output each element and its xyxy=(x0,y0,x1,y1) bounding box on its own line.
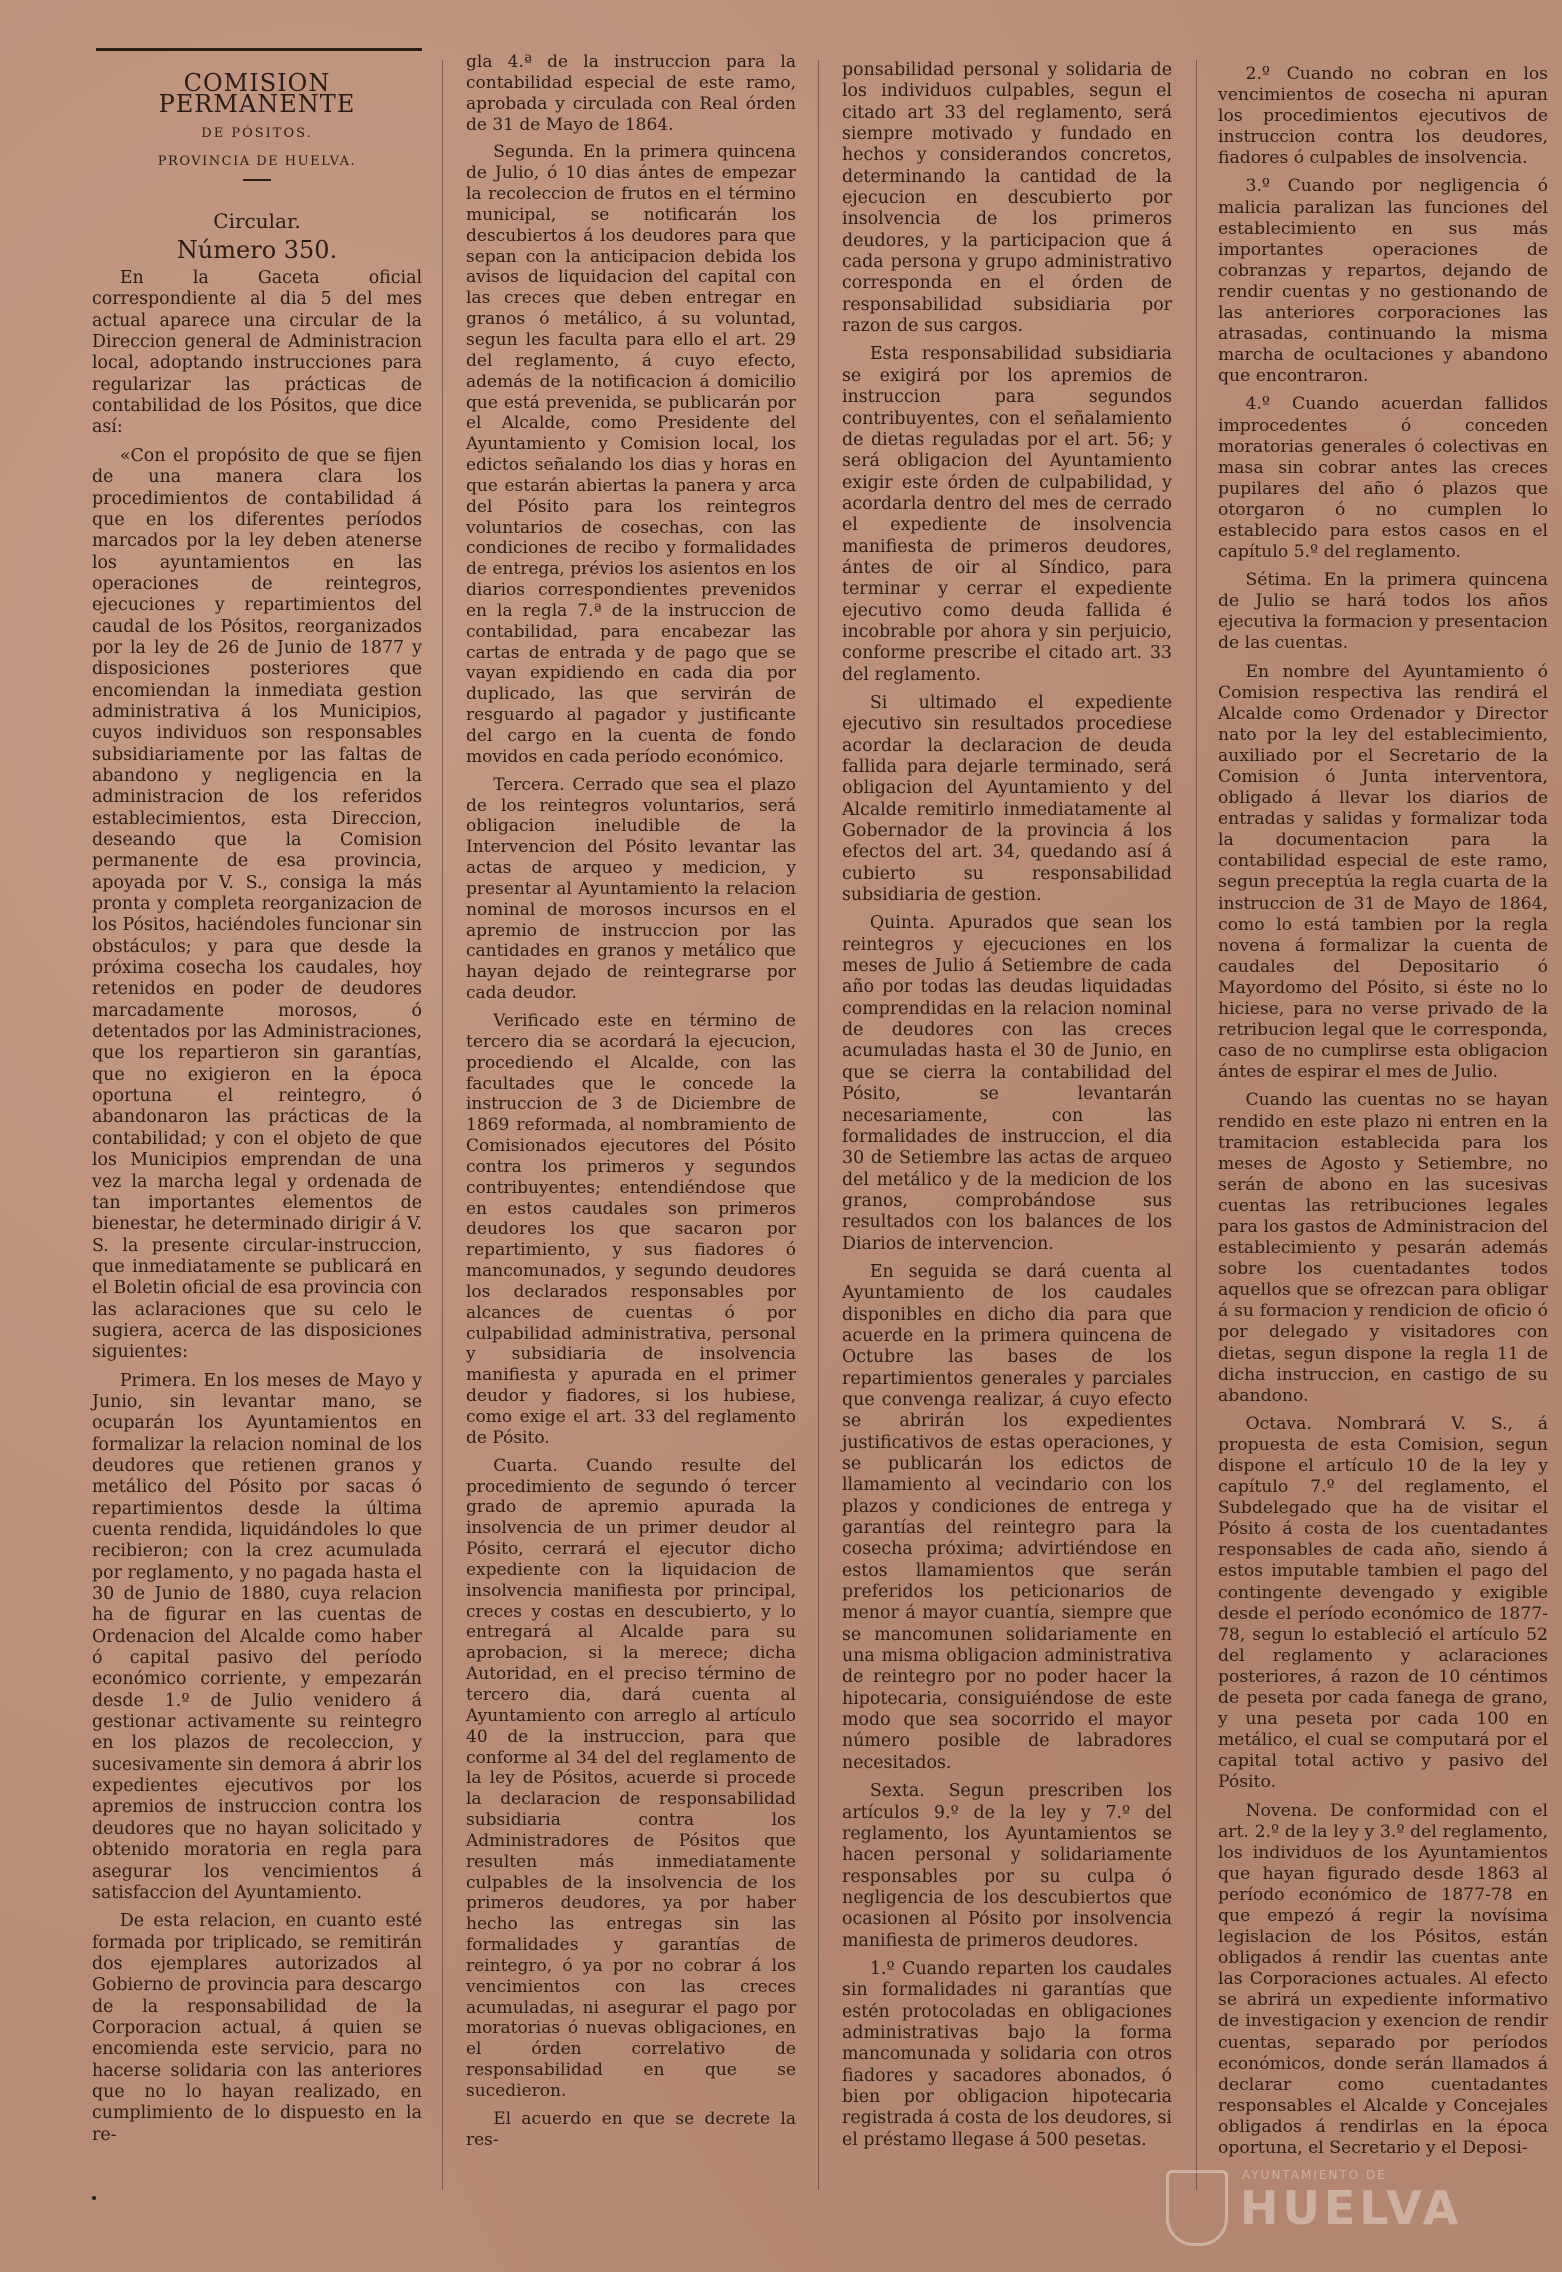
column-1 xyxy=(92,48,422,2153)
paragraph: Octava. Nombrará V. S., á propuesta de esta Comision, segun dispone el artículo 10 de la ley y capítulo 7.º del reglamento, el Subdelegado que ha de visitar el Pósito á costa de los cuentadantes responsables de cada año, siendo á estos imputable tambien el pago del contingente devengado y exigible desde el período económico de 1877-78, segun lo estableció el artículo 52 del reglamento y aclaraciones posteriores, á razon de 10 céntimos de peseta por cada fanega de grano, y una peseta por cada 100 en metálico, el cual se computará por el capital total activo y pasivo del Pósito. xyxy=(1218,1413,1548,1793)
page-mark xyxy=(92,2196,96,2200)
paragraph: Segunda. En la primera quincena de Julio, ó 10 dias ántes de empezar la recoleccion de frutos en el término municipal, se notificarán los descubiertos á los deudores para que sepan con la anticipacion debida los avisos de liquidacion del capital con las creces que deben entregar en granos ó metálico, á su voluntad, segun les faculta para ello el art. 29 del reglamento, á cuyo efecto, además de la notificacion á domicilio que está prevenida, se publicarán por el Alcalde, como Presidente del Ayuntamiento y Comision local, los edictos señalando los dias y horas en que estarán abiertas la panera y arca del Pósito para los reintegros voluntarios de cosechas, con las condiciones de recibo y formalidades de entrega, prévios los asientos en los diarios correspondientes prevenidos en la regla 7.ª de la instruccion de contabilidad, para encabezar las cartas de entrada y de pago que se vayan expidiendo en cada dia por duplicado, las que servirán de resguardo al pagador y justificante del cargo en la cuenta de fondo movidos en cada período económico. xyxy=(466,142,796,767)
paragraph: 2.º Cuando no cobran en los vencimientos de cosecha ni apuran los procedimientos ejecutivos de instruccion contra los deudores, fiadores ó culpables de insolvencia. xyxy=(1218,64,1548,169)
paragraph: ponsabilidad personal y solidaria de los individuos culpables, segun el citado art 33 del reglamento, será siempre motivado y fundado en hechos y considerandos concretos, determinando la cantidad de la ejecucion en descubierto por insolvencia de los primeros deudores, y la participacion que á cada persona y grupo administrativo corresponda en el órden de responsabilidad subsidiaria por razon de sus cargos. xyxy=(842,60,1172,337)
paragraph: Si ultimado el expediente ejecutivo sin resultados procediese acordar la declaracion de deuda fallida para dejarle terminado, será obligacion del Ayuntamiento y del Alcalde remitirlo inmediatamente al Gobernador de la provincia á los efectos del art. 34, quedando así á cubierto su responsabilidad subsidiaria de gestion. xyxy=(842,692,1172,906)
column-4 xyxy=(1218,64,1548,2166)
paragraph: El acuerdo en que se decrete la res- xyxy=(466,2108,796,2150)
paragraph: Cuarta. Cuando resulte del procedimiento de segundo ó tercer grado de apremio apurada la insolvencia de un primer deudor al Pósito, cerrará el ejecutor dicho expediente con la liquidacion de insolvencia manifiesta por principal, creces y costas en descubierto, y lo entregará al Alcalde para su aprobacion, si la merece; dicha Autoridad, en el preciso término de tercero dia, dará cuenta al Ayuntamiento con arreglo al artículo 40 de la instruccion, para que conforme al 34 del del reglamento de la ley de Pósitos, acuerde si procede la declaracion de responsabilidad subsidiaria contra los Administradores de Pósitos que resulten más inmediatamente culpables de la insolvencia de los primeros deudores, ya por haber hecho las entregas sin las formalidades y garantías de reintegro, ó ya por no cobrar á los vencimientos con las creces acumuladas, ni asegurar el pago por moratorias ó nuevas obligaciones, en el órden correlativo de responsabilidad en que se sucedieron. xyxy=(466,1455,796,2101)
paragraph: De esta relacion, en cuanto esté formada por triplicado, se remitirán dos ejemplares autorizados al Gobierno de provincia para descargo de la responsabilidad de la Corporacion actual, á quien se encomienda este servicio, para no hacerse solidaria con las anteriores que no lo hayan realizado, en cumplimiento de lo dispuesto en la re- xyxy=(92,1911,422,2145)
paragraph: 3.º Cuando por negligencia ó malicia paralizan las funciones del establecimiento en sus más importantes operaciones de cobranzas y repartos, dejando de rendir cuentas y no gestionando de las anteriores corporaciones las atrasadas, continuando la misma marcha de ocultaciones y abandono que encontraron. xyxy=(1218,176,1548,387)
paragraph: Verificado este en término de tercero dia se acordará la ejecucion, procediendo el Alcalde, con las facultades que le concede la instruccion de 3 de Diciembre de 1869 reformada, al nombramiento de Comisionados ejecutores del Pósito contra los primeros y segundos contribuyentes; entendiéndose que en estos caudales son primeros deudores los que sacaron por repartimiento, y sus fiadores ó mancomunados, y segundo deudores los declarados responsables por alcances de cuentas ó por culpabilidad administrativa, personal y subsidiaria de insolvencia manifiesta y apurada en el primer deudor y fiadores, si los hubiese, como exige el art. 33 del reglamento de Pósito. xyxy=(466,1010,796,1448)
column-divider xyxy=(818,60,819,2190)
org-title: COMISION PERMANENTE xyxy=(158,69,356,119)
column-2 xyxy=(466,52,796,2158)
paragraph: Esta responsabilidad subsidiaria se exigirá por los apremios de instruccion para segundos contribuyentes, con el señalamiento de dietas reguladas por el art. 56; y será obligacion del Ayuntamiento exigir este órden de culpabilidad, y acordarla dentro del mes de cerrado el expediente de insolvencia manifiesta de primeros deudores, ántes de oir al Síndico, para terminar y cerrar el expediente ejecutivo como deuda fallida é incobrable por ahora y sin perjuicio, conforme prescribe el citado art. 33 del reglamento. xyxy=(842,344,1172,685)
paragraph: Primera. En los meses de Mayo y Junio, sin levantar mano, se ocuparán los Ayuntamientos en formalizar la relacion nominal de los deudores que retienen granos y metálico del Pósito por sacas ó repartimientos desde la última cuenta rendida, liquidándoles lo que recibieron; con la crez acumulada por reglamento, y no pagada hasta el 30 de Junio de 1880, cuya relacion ha de figurar en las cuentas de Ordenacion del Alcalde como haber ó capital pasivo del período económico corriente, y empezarán desde 1.º de Julio venidero á gestionar activamente su reintegro en los plazos de recoleccion, y sucesivamente sin demora á abrir los expedientes ejecutivos por los apremios de instruccion contra los deudores que no hayan solicitado y obtenido moratoria en regla para asegurar los vencimientos á satisfaccion del Ayuntamiento. xyxy=(92,1370,422,1903)
column-divider xyxy=(1196,60,1197,2190)
paragraph: Cuando las cuentas no se hayan rendido en este plazo ni entren en la tramitacion establecida para los meses de Agosto y Setiembre, no serán de abono en las sucesivas cuentas las retribuciones legales para los gastos de Administracion del establecimiento y pesarán además sobre los cuentadantes todos aquellos que se ofrezcan para obligar á su formacion y rendicion de oficio ó por delegado y visitadores con dietas, segun dispone la regla 11 de dicha instruccion, en castigo de su abandono. xyxy=(1218,1090,1548,1406)
paragraph: «Con el propósito de que se fijen de una manera clara los procedimientos de contabilidad á que en los diferentes períodos marcados por la ley deben atenerse los ayuntamientos en las operaciones de reintegros, ejecuciones y repartimientos del caudal de los Pósitos, reorganizados por la ley de 26 de Junio de 1877 y disposiciones posteriores que encomiendan la inmediata gestion administrativa á los Municipios, cuyos individuos son responsables subsidiariamente por las faltas de abandono y negligencia en la administracion de los referidos establecimientos, esta Direccion, deseando que la Comision permanente de esa provincia, apoyada por V. S., consiga la más pronta y completa reorganizacion de los Pósitos, haciéndoles funcionar sin obstáculos; y para que desde la próxima cosecha los caudales, hoy retenidos en poder de deudores marcadamente morosos, ó detentados por las Administraciones, que los repartieron sin garantías, que no exigieron en la época oportuna el reintegro, ó abandonaron las prácticas de la contabilidad; y con el objeto de que los Municipios emprendan de una vez la marcha legal y ordenada de tan importantes elementos de bienestar, he determinado dirigir á V. S. la presente circular-instruccion, que inmediatamente se publicará en el Boletin oficial de esa provincia con las aclaraciones que su celo le sugiera, acerca de las disposiciones siguientes: xyxy=(92,445,422,1363)
paragraph: 1.º Cuando reparten los caudales sin formalidades ni garantías que estén protocoladas en obligaciones administrativas bajo la forma mancomunada y solidaria con otros fiadores y sacadores abonados, ó bien por obligacion hipotecaria registrada á costa de los deudores, si el préstamo llegase á 500 pesetas. xyxy=(842,1958,1172,2150)
paragraph: Sexta. Segun prescriben los artículos 9.º de la ley y 7.º del reglamento, los Ayuntamientos se hacen personal y solidariamente responsables por su culpa ó negligencia de los descubiertos que ocasionen al Pósito por insolvencia manifiesta de primeros deudores. xyxy=(842,1781,1172,1951)
column-divider xyxy=(442,60,443,2190)
circular-number: Número 350. xyxy=(176,235,338,264)
shield-icon xyxy=(1166,2170,1228,2246)
paragraph: Novena. De conformidad con el art. 2.º de la ley y 3.º del reglamento, los individuos de los Ayuntamientos que hayan figurado desde 1863 al período económico de 1877-78 en que empezó á regir la novísima legislacion de los Pósitos, están obligados á rendir las cuentas ante las Corporaciones actuales. Al efecto se abrirá un expediente informativo de investigacion y exencion de rendir cuentas, separado por períodos económicos, donde serán llamados á declarar como cuentadantes responsables el Alcalde y Concejales obligados á rendirlas en la época oportuna, el Secretario y el Deposi- xyxy=(1218,1800,1548,2158)
column-3 xyxy=(842,60,1172,2158)
paragraph: Sétima. En la primera quincena de Julio se hará todos los años ejecutiva la formacion y presentacion de las cuentas. xyxy=(1218,570,1548,654)
paragraph: Quinta. Apurados que sean los reintegros y ejecuciones en los meses de Julio á Setiembre de cada año por todas las deudas liquidadas comprendidas en la relacion nominal de deudores con las creces acumuladas hasta el 30 de Junio, en que se cierra la contabilidad del Pósito, se levantarán necesariamente, con las formalidades de instruccion, el dia 30 de Setiembre las actas de arqueo del metálico y de la medicion de los granos, comprobándose sus resultados con los balances de los Diarios de intervencion. xyxy=(842,913,1172,1254)
paragraph: gla 4.ª de la instruccion para la contabilidad especial de este ramo, aprobada y circulada con Real órden de 31 de Mayo de 1864. xyxy=(466,52,796,135)
watermark-small-text: AYUNTAMIENTO DE xyxy=(1242,2168,1387,2182)
archive-watermark xyxy=(1166,2168,1526,2248)
paragraph: En la Gaceta oficial correspondiente al dia 5 del mes actual aparece una circular de la Direccion general de Administracion local, adoptando instrucciones para regularizar las prácticas de contabilidad de los Pósitos, que dice así: xyxy=(92,268,422,438)
paragraph: En nombre del Ayuntamiento ó Comision respectiva las rendirá el Alcalde como Ordenador y Director nato por la ley del establecimiento, auxiliado por el Secretario de la Comision ó Junta interventora, obligado á llevar los diarios de entradas y salidas y formalizar toda la documentacion para la contabilidad especial de este ramo, segun preceptúa la regla cuarta de la instruccion de 31 de Mayo de 1864, como lo está tambien por la regla novena á formalizar la cuenta de caudales del Depositario ó Mayordomo del Pósito, si éste no lo hiciese, para no verse privado de la retribucion legal que le corresponda, caso de no cumplirse esta obligacion ántes de espirar el mes de Julio. xyxy=(1218,661,1548,1083)
province-line: PROVINCIA DE HUELVA. xyxy=(157,154,357,170)
paragraph: 4.º Cuando acuerdan fallidos improcedentes ó conceden moratorias generales ó colectivas en masa sin cobrar antes las creces pupilares del año ó plazos que otorgaron ó no cumplen lo establecido para estos casos en el capítulo 5.º del reglamento. xyxy=(1218,394,1548,563)
header-rule xyxy=(96,48,422,51)
doc-type: Circular. xyxy=(213,209,301,234)
watermark-text: HUELVA xyxy=(1240,2181,1463,2235)
org-subtitle: DE PÓSITOS. xyxy=(201,125,313,141)
paragraph: En seguida se dará cuenta al Ayuntamiento de los caudales disponibles en dicho dia para que acuerde en la primera quincena de Octubre las bases de los repartimientos generales y parciales que convenga realizar, á cuyo efecto se abrirán los expedientes justificativos de estas operaciones, y se publicarán los edictos de llamamiento al vecindario con los plazos y condiciones de entrega y garantías del reintegro para la cosecha próxima; advirtiéndose en estos llamamientos que serán preferidos los peticionarios de menor á mayor cuantía, siempre que se mancomunen solidariamente en una misma obligacion administrativa de reintegro por no poder hacer la hipotecaria, consiguiéndose de este modo que sea socorrido el mayor número posible de labradores necesitados. xyxy=(842,1261,1172,1773)
paragraph: Tercera. Cerrado que sea el plazo de los reintegros voluntarios, será obligacion ineludible de la Intervencion del Pósito levantar las actas de arqueo y medicion, y presentar al Ayuntamiento la relacion nominal de morosos incursos en el apremio de instruccion por las cantidades en granos y metálico que hayan dejado de reintegrarse por cada deudor. xyxy=(466,774,796,1004)
header-dash xyxy=(243,179,271,181)
